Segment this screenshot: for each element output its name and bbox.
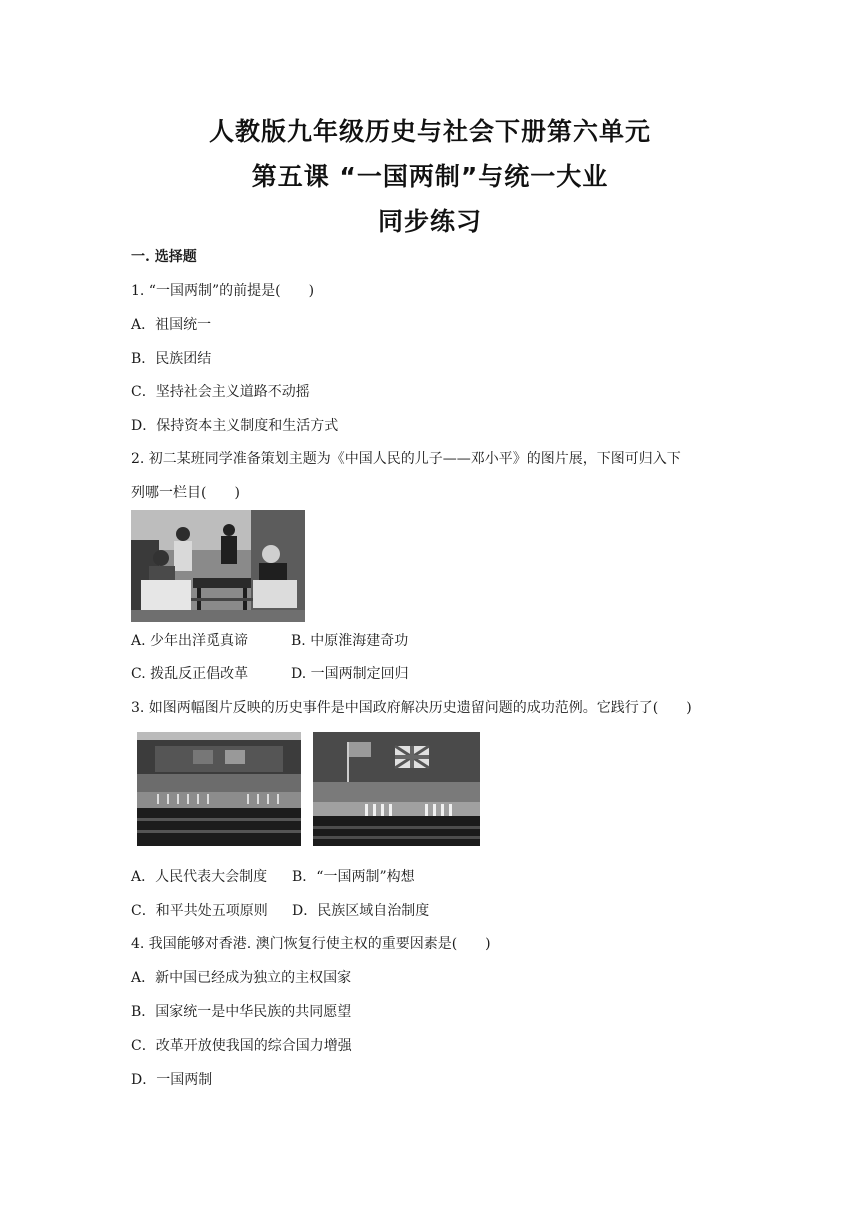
question-1-option-a: A．祖国统一 [131, 317, 212, 333]
meeting-photo [131, 510, 305, 622]
question-4-option-c: C．改革开放使我国的综合国力增强 [131, 1038, 352, 1054]
ceremony-photo-right [313, 732, 480, 846]
question-3-stem: 3. 如图两幅图片反映的历史事件是中国政府解决历史遗留问题的成功范例。它践行了( ) [131, 700, 692, 716]
question-3-option-a: A．人民代表大会制度 [131, 869, 268, 885]
question-2-option-c: C. 拨乱反正倡改革 [131, 666, 249, 682]
question-4-option-a: A．新中国已经成为独立的主权国家 [131, 970, 352, 986]
question-1-option-d: D．保持资本主义制度和生活方式 [131, 418, 339, 434]
question-2-option-b: B. 中原淮海建奇功 [291, 633, 409, 649]
question-1-stem: 1. “一国两制”的前提是( ) [131, 283, 315, 299]
question-3-option-b: B．“一国两制”构想 [292, 869, 415, 885]
section-heading: 一. 选择题 [131, 249, 197, 265]
page-title-line2: 第五课 “一国两制”与统一大业 [251, 162, 609, 191]
question-4-option-d: D．一国两制 [131, 1072, 213, 1088]
question-1-option-c: C．坚持社会主义道路不动摇 [131, 384, 310, 400]
question-3-option-c: C．和平共处五项原则 [131, 903, 268, 919]
question-4-option-b: B．国家统一是中华民族的共同愿望 [131, 1004, 352, 1020]
question-2-option-a: A. 少年出洋觅真谛 [131, 633, 249, 649]
question-4-stem: 4. 我国能够对香港. 澳门恢复行使主权的重要因素是( ) [131, 936, 491, 952]
question-2-stem-line2: 列哪一栏目( ) [131, 485, 240, 501]
page-title-line1: 人教版九年级历史与社会下册第六单元 [208, 117, 651, 146]
question-3-option-d: D．民族区域自治制度 [292, 903, 430, 919]
ceremony-photo-left [137, 732, 301, 846]
page-title-line3: 同步练习 [377, 207, 482, 236]
question-2-stem-line1: 2. 初二某班同学准备策划主题为《中国人民的儿子——邓小平》的图片展，下图可归入下 [131, 451, 681, 467]
question-2-option-d: D. 一国两制定回归 [291, 666, 409, 682]
question-1-option-b: B．民族团结 [131, 351, 212, 367]
